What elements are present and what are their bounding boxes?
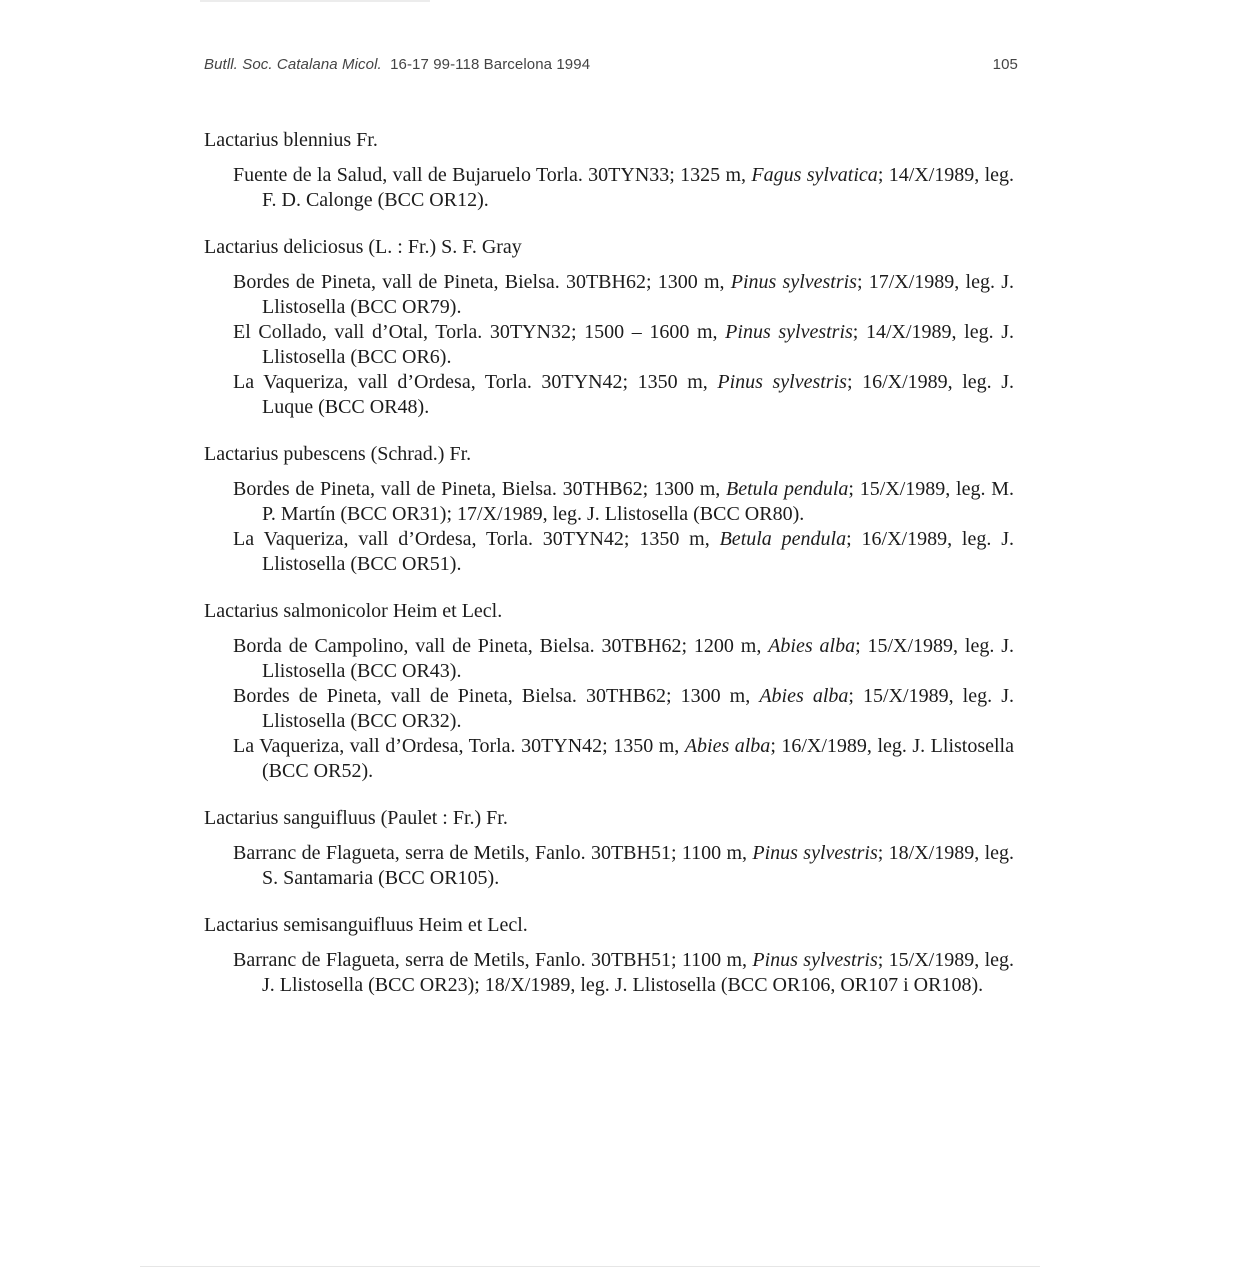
host-plant: Abies alba [684,735,771,757]
record-text: Bordes de Pineta, vall de Pineta, Bielsa. 30TBH62; 1300 m, [233,271,731,293]
species-entry [204,911,1014,998]
host-plant: Abies alba [768,635,856,657]
species-entry [204,126,1014,213]
record-text: ; 15/X/1989, leg. J. Llistosella (BCC OR43). [262,635,1014,682]
species-entry [204,804,1014,891]
species-entry [204,440,1014,577]
collection-record [204,370,1014,420]
species-name: Lactarius sanguifluus (Paulet : Fr.) Fr. [204,807,508,829]
record-text: ; 15/X/1989, leg. J. Llistosella (BCC OR23); 18/X/1989, leg. J. Llistosella (BCC OR106, OR107 i OR108). [262,949,1015,996]
host-plant: Abies alba [759,685,849,707]
record-text: El Collado, vall d’Otal, Torla. 30TYN32; 1500 – 1600 m, [233,321,726,343]
record-text: ; 18/X/1989, leg. S. Santamaria (BCC OR105). [262,842,1015,889]
species-entry [204,233,1014,420]
record-text: Borda de Campolino, vall de Pineta, Bielsa. 30TBH62; 1200 m, [233,635,769,657]
record-text: ; 15/X/1989, leg. M. P. Martín (BCC OR31); 17/X/1989, leg. J. Llistosella (BCC OR80). [262,478,1014,525]
record-text: La Vaqueriza, vall d’Ordesa, Torla. 30TYN42; 1350 m, [233,371,718,393]
species-name: Lactarius salmonicolor Heim et Lecl. [204,600,503,622]
record-text: ; 14/X/1989, leg. F. D. Calonge (BCC OR12). [262,164,1015,211]
collection-record [204,270,1014,320]
host-plant: Pinus sylvestris [717,371,847,393]
running-header [204,56,1018,80]
record-text: Barranc de Flagueta, serra de Metils, Fanlo. 30TBH51; 1100 m, [233,842,753,864]
collection-record [204,684,1014,734]
species-name: Lactarius pubescens (Schrad.) Fr. [204,443,472,465]
record-text: Bordes de Pineta, vall de Pineta, Bielsa. 30THB62; 1300 m, [233,685,760,707]
collection-record [204,734,1014,784]
record-text: ; 16/X/1989, leg. J. Llistosella (BCC OR52). [262,735,1014,782]
species-name: Lactarius blennius Fr. [204,129,378,151]
record-text: Bordes de Pineta, vall de Pineta, Bielsa. 30THB62; 1300 m, [233,478,726,500]
host-plant: Pinus sylvestris [725,321,853,343]
host-plant: Betula pendula [726,478,849,500]
record-text: La Vaqueriza, vall d’Ordesa, Torla. 30TYN42; 1350 m, [233,528,720,550]
record-text: ; 16/X/1989, leg. J. Llistosella (BCC OR51). [262,528,1014,575]
host-plant: Pinus sylvestris [752,949,878,971]
collection-record [204,163,1014,213]
record-text: Barranc de Flagueta, serra de Metils, Fanlo. 30TBH51; 1100 m, [233,949,753,971]
host-plant: Pinus sylvestris [730,271,857,293]
collection-record [204,948,1014,998]
host-plant: Fagus sylvatica [751,164,878,186]
record-text: ; 17/X/1989, leg. J. Llistosella (BCC OR79). [262,271,1014,318]
issue-meta: 16-17 99-118 Barcelona 1994 [390,56,591,73]
collection-record [204,841,1014,891]
host-plant: Pinus sylvestris [752,842,878,864]
species-name: Lactarius semisanguifluus Heim et Lecl. [204,914,528,936]
record-text: ; 14/X/1989, leg. J. Llistosella (BCC OR6). [262,321,1014,368]
scan-artifact [140,1266,1040,1267]
journal-title: Butll. Soc. Catalana Micol. [204,56,382,73]
collection-record [204,477,1014,527]
species-entry [204,597,1014,784]
page-number: 105 [992,56,1018,73]
host-plant: Betula pendula [719,528,847,550]
record-text: La Vaqueriza, vall d’Ordesa, Torla. 30TYN42; 1350 m, [233,735,685,757]
collection-record [204,634,1014,684]
record-text: Fuente de la Salud, vall de Bujaruelo Torla. 30TYN33; 1325 m, [233,164,752,186]
collection-record [204,527,1014,577]
record-text: ; 16/X/1989, leg. J. Luque (BCC OR48). [262,371,1014,418]
collection-record [204,320,1014,370]
species-name: Lactarius deliciosus (L. : Fr.) S. F. Gray [204,236,522,258]
species-list [204,126,1014,1018]
record-text: ; 15/X/1989, leg. J. Llistosella (BCC OR32). [262,685,1014,732]
scan-artifact [200,0,430,2]
